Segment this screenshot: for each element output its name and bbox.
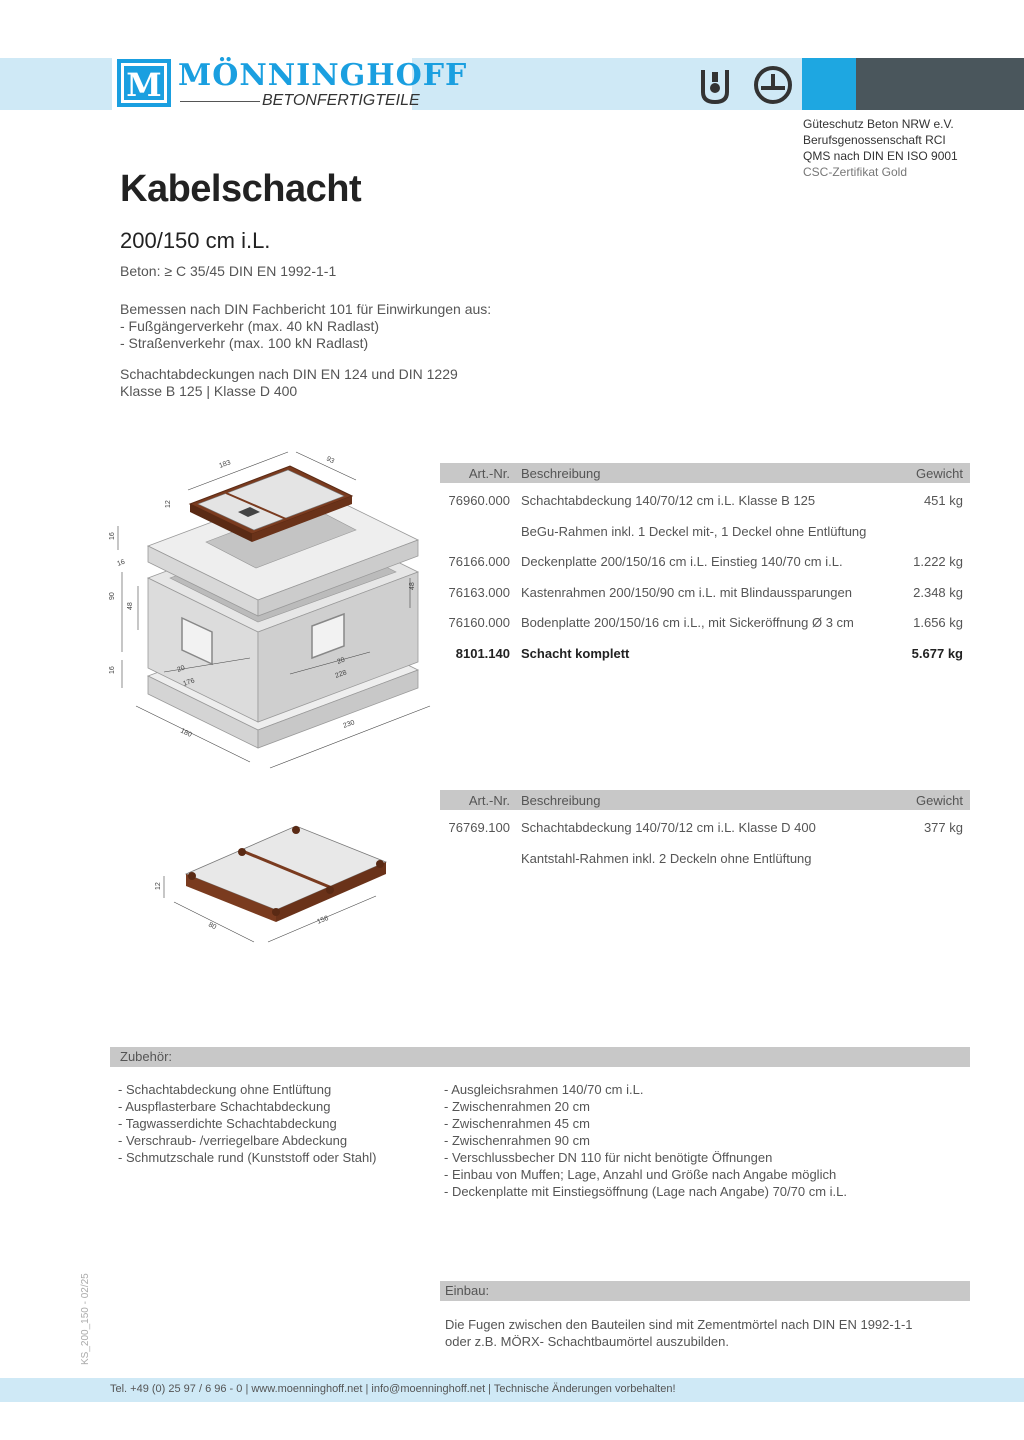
list-item: - Deckenplatte mit Einstiegsöffnung (Lage nach Angabe) 70/70 cm i.L. xyxy=(444,1184,848,1199)
list-item: - Zwischenrahmen 20 cm xyxy=(444,1099,590,1114)
list-item: - Schmutzschale rund (Kunststoff oder Stahl) xyxy=(118,1150,377,1165)
list-item: - Verschlussbecher DN 110 für nicht benötigte Öffnungen xyxy=(444,1150,773,1165)
dim-label: 12 xyxy=(155,882,162,890)
cert-item: QMS nach DIN EN ISO 9001 xyxy=(803,149,958,163)
cell-art: 76160.000 xyxy=(448,615,510,630)
cell-desc: Deckenplatte 200/150/16 cm i.L. Einstieg 140/70 cm i.L. xyxy=(521,554,843,569)
cell-weight: 2.348 kg xyxy=(913,584,963,600)
dim-label: 80 xyxy=(207,921,218,932)
dim-label: 12 xyxy=(165,500,172,508)
certifications-list xyxy=(803,116,958,180)
table-row xyxy=(440,812,970,843)
col-art: Art.-Nr. xyxy=(468,793,510,808)
logo-letter: M xyxy=(126,66,162,104)
cell-weight: 1.222 kg xyxy=(913,554,963,569)
list-item: - Zwischenrahmen 45 cm xyxy=(444,1116,590,1131)
col-desc: Beschreibung xyxy=(521,466,601,481)
zubehoer-title: Zubehör: xyxy=(120,1049,173,1064)
zubehoer-header xyxy=(110,1047,970,1067)
cell-weight: 1.656 kg xyxy=(913,615,963,630)
bemessen-line: - Straßenverkehr (max. 100 kN Radlast) xyxy=(120,335,369,351)
abdeckung-block xyxy=(120,366,458,400)
dim-label: 48 xyxy=(409,582,416,590)
cell-art: 76960.000 xyxy=(448,493,510,508)
list-item: - Schachtabdeckung ohne Entlüftung xyxy=(118,1082,332,1097)
list-item: - Ausgleichsrahmen 140/70 cm i.L. xyxy=(444,1082,644,1097)
dim-label: 16 xyxy=(109,666,116,674)
dim-label: 16 xyxy=(109,532,116,540)
col-weight: Gewicht xyxy=(916,793,963,808)
document-code: KS_200_150 - 02/25 xyxy=(80,1273,91,1365)
dim-label: 93 xyxy=(325,455,336,466)
parts-table-b125 xyxy=(440,463,970,668)
table-row-total xyxy=(440,638,970,669)
shaft-exploded-diagram xyxy=(100,438,440,778)
cell-desc: Kastenrahmen 200/150/90 cm i.L. mit Blindaussparungen xyxy=(521,584,852,600)
dim-label: 156 xyxy=(316,914,330,926)
einbau-title: Einbau: xyxy=(445,1283,490,1298)
list-item: - Tagwasserdichte Schachtabdeckung xyxy=(118,1116,337,1131)
cell-desc: Schachtabdeckung 140/70/12 cm i.L. Klasse D 400 xyxy=(521,820,816,835)
list-item: - Auspflasterbare Schachtabdeckung xyxy=(118,1099,331,1114)
zubehoer-list-left xyxy=(118,1081,376,1166)
bemessen-line: Bemessen nach DIN Fachbericht 101 für Einwirkungen aus: xyxy=(120,301,492,317)
col-art: Art.-Nr. xyxy=(468,466,510,481)
col-weight: Gewicht xyxy=(916,466,963,481)
dim-label: 176 xyxy=(182,677,196,688)
abdeckung-line: Schachtabdeckungen nach DIN EN 124 und DIN 1229 xyxy=(120,366,458,382)
brand-name: MÖNNINGHOFF xyxy=(178,58,468,93)
einbau-line: Die Fugen zwischen den Bauteilen sind mit Zementmörtel nach DIN EN 1992-1-1 xyxy=(445,1317,913,1332)
cell-art: 8101.140 xyxy=(455,645,510,661)
cover-d400-diagram xyxy=(150,818,390,958)
table-row xyxy=(440,607,970,638)
beton-spec: Beton: ≥ C 35/45 DIN EN 1992-1-1 xyxy=(120,263,337,279)
cell-desc: Kantstahl-Rahmen inkl. 2 Deckeln ohne Entlüftung xyxy=(521,850,812,866)
logo-divider xyxy=(180,101,260,102)
col-desc: Beschreibung xyxy=(521,793,601,808)
dim-label: 183 xyxy=(218,459,232,470)
list-item: - Zwischenrahmen 90 cm xyxy=(444,1133,590,1148)
dim-label: 16 xyxy=(116,558,127,568)
table-row xyxy=(440,577,970,608)
cell-weight: 451 kg xyxy=(923,493,963,508)
table-row xyxy=(440,516,970,547)
cell-desc: BeGu-Rahmen inkl. 1 Deckel mit-, 1 Deckel ohne Entlüftung xyxy=(521,523,867,539)
cell-desc: Bodenplatte 200/150/16 cm i.L., mit Sickeröffnung Ø 3 cm xyxy=(521,615,854,630)
certification-icons xyxy=(695,64,795,106)
table-header xyxy=(440,790,970,810)
dim-label: 48 xyxy=(127,602,134,610)
cell-art: 76163.000 xyxy=(448,584,510,600)
footer-contact: Tel. +49 (0) 25 97 / 6 96 - 0 | www.moenninghoff.net | info@moenninghoff.net | Technische Änderungen vorbehalten! xyxy=(110,1383,676,1395)
dim-label: 180 xyxy=(179,727,193,739)
quality-seal-icon xyxy=(703,70,727,102)
page-title: Kabelschacht xyxy=(120,168,362,210)
dim-label: 20 xyxy=(336,656,347,666)
einbau-header xyxy=(440,1281,970,1301)
list-item: - Verschraub- /verriegelbare Abdeckung xyxy=(118,1133,348,1148)
cell-art: 76769.100 xyxy=(448,820,510,835)
abdeckung-line: Klasse B 125 | Klasse D 400 xyxy=(120,383,298,399)
cert-item: CSC-Zertifikat Gold xyxy=(803,165,908,179)
cell-art: 76166.000 xyxy=(448,554,510,569)
table-row xyxy=(440,843,970,874)
einbau-text xyxy=(445,1316,913,1350)
dim-label: 230 xyxy=(342,719,356,730)
bemessen-line: - Fußgängerverkehr (max. 40 kN Radlast) xyxy=(120,318,380,334)
header-dark-block xyxy=(856,58,1024,110)
table-row xyxy=(440,485,970,516)
list-item: - Einbau von Muffen; Lage, Anzahl und Größe nach Angabe möglich xyxy=(444,1167,837,1182)
zubehoer-list-right xyxy=(444,1081,847,1200)
dim-label: 90 xyxy=(109,592,116,600)
brand-subtitle: BETONFERTIGTEILE xyxy=(262,92,420,109)
dim-label: 20 xyxy=(176,664,187,674)
cell-desc: Schacht komplett xyxy=(521,645,630,661)
cell-weight: 377 kg xyxy=(923,820,963,835)
bg-seal-icon xyxy=(756,68,790,102)
cell-weight: 5.677 kg xyxy=(911,645,963,661)
einbau-line: oder z.B. MÖRX- Schachtbaumörtel auszubilden. xyxy=(445,1334,729,1349)
cell-desc: Schachtabdeckung 140/70/12 cm i.L. Klasse B 125 xyxy=(521,493,816,508)
page-subtitle: 200/150 cm i.L. xyxy=(120,228,271,253)
dim-label: 228 xyxy=(334,669,348,680)
logo-mark-icon xyxy=(116,58,172,108)
cert-item: Berufsgenossenschaft RCI xyxy=(803,133,946,147)
table-header xyxy=(440,463,970,483)
cert-item: Güteschutz Beton NRW e.V. xyxy=(803,117,954,131)
table-row xyxy=(440,546,970,577)
header-accent-block xyxy=(802,58,856,110)
bemessen-block xyxy=(120,301,491,352)
parts-table-d400 xyxy=(440,790,970,873)
